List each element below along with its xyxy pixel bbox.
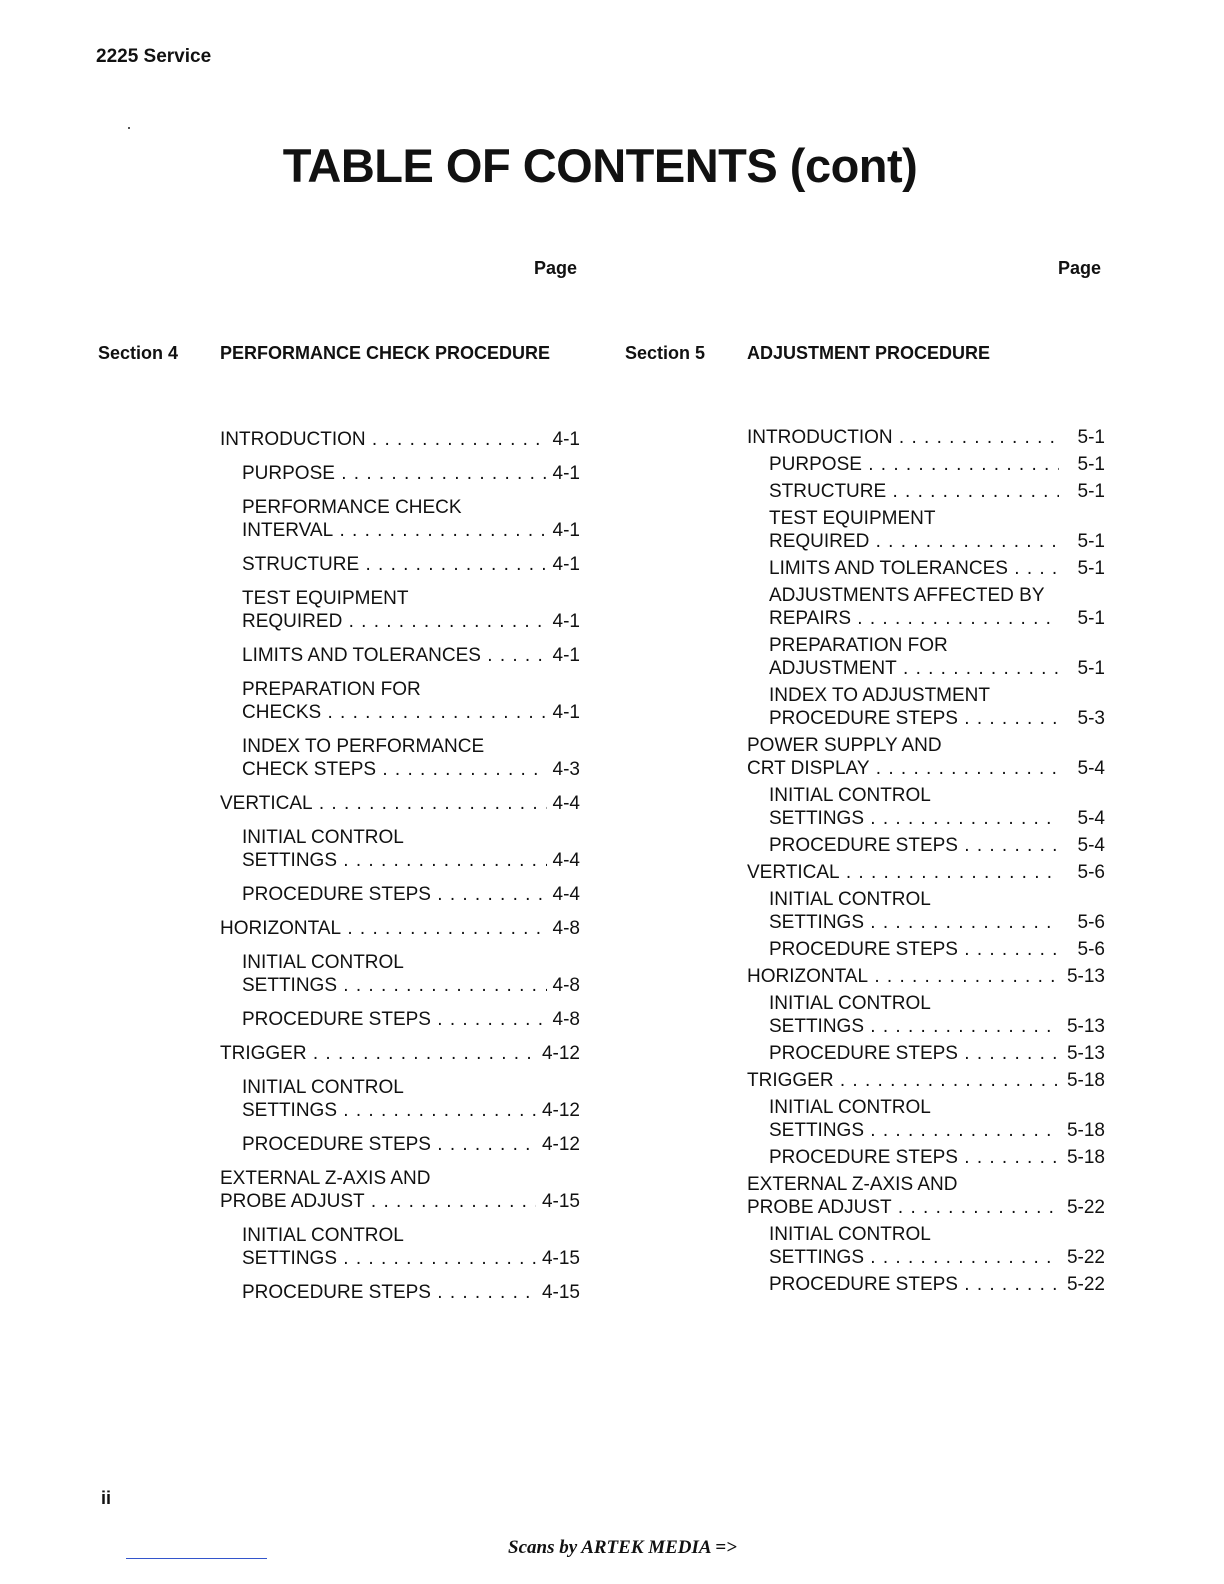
toc-entry-label [769,1223,1059,1269]
toc-entry-text-line: INITIAL CONTROL [769,1097,931,1118]
toc-entry-label [220,1167,536,1213]
toc-entry[interactable] [220,735,580,781]
toc-entry[interactable] [747,1223,1105,1269]
toc-entry-label [242,553,547,576]
toc-entry-text-line: PURPOSE . . . [242,463,547,484]
toc-entry-text-line: TRIGGER . . . [220,1043,536,1064]
toc-entry-label [242,678,547,724]
toc-entry-label [769,1096,1059,1142]
toc-entry-text-line: REPAIRS . . . [769,608,1059,629]
toc-entry-page: 4-1 [547,644,580,667]
toc-entry-text-line: SETTINGS . . . [769,1247,1059,1268]
section-number: Section 5 [625,343,706,363]
toc-entry-label [769,938,1059,961]
toc-entry-page: 4-4 [547,849,580,872]
toc-entry-page: 4-1 [547,462,580,485]
toc-entry-text-line: SETTINGS . . . [242,1248,536,1269]
toc-entry-text-line: HORIZONTAL . . . [220,918,547,939]
toc-entry-label [242,644,547,667]
toc-entry[interactable] [747,1146,1105,1169]
toc-entry-label [242,587,547,633]
toc-entry[interactable] [220,587,580,633]
toc-entry-text-line: PROCEDURE STEPS . . . [769,1274,1059,1295]
toc-entry[interactable] [747,453,1105,476]
toc-entry[interactable] [747,1173,1105,1219]
toc-entry[interactable] [220,792,580,815]
toc-entry[interactable] [747,938,1105,961]
toc-entry-text-line: PROCEDURE STEPS . . . [769,1043,1059,1064]
toc-entry-text-line: INITIAL CONTROL [242,952,404,973]
toc-entry[interactable] [220,1008,580,1031]
toc-entry-text-line: SETTINGS . . . [769,808,1059,829]
toc-entry-label [220,1042,536,1065]
toc-entry[interactable] [220,644,580,667]
toc-list-section-4 [220,428,580,1315]
toc-entry[interactable] [220,951,580,997]
toc-entry-label [747,1173,1059,1219]
toc-entry-text-line: SETTINGS . . . [242,850,547,871]
toc-entry-text-line: PROCEDURE STEPS . . . [769,708,1059,729]
toc-entry[interactable] [220,883,580,906]
toc-entry-label [769,888,1059,934]
toc-entry-page: 4-15 [536,1247,580,1270]
toc-entry-text-line: INITIAL CONTROL [769,785,931,806]
toc-entry-text-line: PROCEDURE STEPS . . . [769,939,1059,960]
toc-entry-text-line: CRT DISPLAY . . . [747,758,1059,779]
toc-entry-text-line: EXTERNAL Z-AXIS AND [747,1174,958,1195]
toc-entry[interactable] [220,678,580,724]
toc-entry-page: 5-6 [1059,861,1105,884]
toc-entry-text-line: CHECK STEPS . . . [242,759,547,780]
toc-entry-page: 4-15 [536,1190,580,1213]
toc-entry[interactable] [220,917,580,940]
toc-entry-text-line: SETTINGS . . . [769,1120,1059,1141]
toc-entry-page: 5-22 [1059,1273,1105,1296]
toc-entry-text-line: PROCEDURE STEPS . . . [242,1134,536,1155]
toc-entry-text-line: LIMITS AND TOLERANCES . . . [769,558,1059,579]
toc-entry-page: 5-18 [1059,1069,1105,1092]
toc-entry[interactable] [747,684,1105,730]
toc-entry[interactable] [747,1096,1105,1142]
toc-entry-text-line: SETTINGS . . . [769,912,1059,933]
toc-entry-text-line: PROCEDURE STEPS . . . [242,884,547,905]
toc-entry-page: 4-12 [536,1099,580,1122]
toc-entry[interactable] [747,834,1105,857]
toc-entry-page: 5-1 [1059,453,1105,476]
toc-entry[interactable] [747,784,1105,830]
toc-entry-text-line: TEST EQUIPMENT [242,588,409,609]
toc-entry-label [747,965,1059,988]
toc-entry-page: 4-8 [547,974,580,997]
toc-entry-text-line: INITIAL CONTROL [242,827,404,848]
toc-entry-label [769,634,1059,680]
toc-entry[interactable] [220,1042,580,1065]
toc-entry[interactable] [747,557,1105,580]
toc-entry-label [242,951,547,997]
toc-entry-label [769,784,1059,830]
toc-entry[interactable] [747,507,1105,553]
toc-entry[interactable] [747,1273,1105,1296]
toc-entry-label [242,1133,536,1156]
page-title: TABLE OF CONTENTS (cont) [282,139,918,192]
toc-entry-label [769,1146,1059,1169]
toc-entry-page: 4-1 [547,610,580,633]
toc-entry-page: 5-18 [1059,1119,1105,1142]
toc-entry-page: 4-12 [536,1042,580,1065]
toc-entry-page: 5-6 [1059,911,1105,934]
toc-entry-page: 5-4 [1059,834,1105,857]
toc-entry-text-line: STRUCTURE . . . [769,481,1059,502]
toc-entry-label [769,684,1059,730]
toc-entry-text-line: PROCEDURE STEPS . . . [242,1282,536,1303]
toc-entry[interactable] [220,826,580,872]
footer-page-number: ii [101,1488,112,1508]
toc-entry-text-line: INDEX TO PERFORMANCE [242,736,485,757]
toc-entry-text-line: INTRODUCTION . . . [220,429,547,450]
toc-entry-page: 5-3 [1059,707,1105,730]
toc-entry-label [747,1069,1059,1092]
toc-entry-label [769,557,1059,580]
toc-entry[interactable] [747,426,1105,449]
toc-entry-text-line: INTERVAL . . . [242,520,547,541]
toc-entry-page: 5-1 [1059,657,1105,680]
toc-entry-text-line: PROCEDURE STEPS . . . [769,835,1059,856]
toc-entry-page: 5-6 [1059,938,1105,961]
toc-entry-text-line: INITIAL CONTROL [769,993,931,1014]
toc-entry-text-line: PREPARATION FOR [242,679,421,700]
footer-credit: Scans by ARTEK MEDIA => [508,1537,737,1558]
toc-entry-page: 5-1 [1059,557,1105,580]
toc-entry-text-line: PROCEDURE STEPS . . . [242,1009,547,1030]
section-number: Section 4 [98,343,179,363]
toc-entry-label [769,992,1059,1038]
toc-entry-text-line: CHECKS . . . [242,702,547,723]
toc-entry[interactable] [747,1042,1105,1065]
toc-entry-page: 5-4 [1059,757,1105,780]
section-title: ADJUSTMENT PROCEDURE [747,343,991,363]
toc-entry-label [769,584,1059,630]
toc-entry-page: 5-1 [1059,426,1105,449]
toc-entry-text-line: VERTICAL . . . [220,793,547,814]
toc-entry-page: 4-4 [547,883,580,906]
toc-entry-text-line: SETTINGS . . . [242,1100,536,1121]
toc-entry-text-line: INDEX TO ADJUSTMENT [769,685,990,706]
toc-entry-label [769,1273,1059,1296]
toc-entry[interactable] [220,428,580,451]
toc-entry-text-line: POWER SUPPLY AND [747,735,942,756]
toc-entry-page: 4-3 [547,758,580,781]
toc-entry[interactable] [220,1076,580,1122]
toc-entry-text-line: INITIAL CONTROL [769,1224,931,1245]
toc-entry-label [242,826,547,872]
toc-entry[interactable] [747,1069,1105,1092]
toc-entry-page: 5-13 [1059,965,1105,988]
toc-entry-label [769,834,1059,857]
toc-entry-label [242,1281,536,1304]
toc-entry-label [747,426,1059,449]
toc-entry[interactable] [220,553,580,576]
running-header: 2225 Service [96,46,212,67]
toc-entry-text-line: PERFORMANCE CHECK [242,497,462,518]
toc-list-section-5 [747,426,1105,1300]
toc-entry-text-line: ADJUSTMENTS AFFECTED BY [769,585,1045,606]
toc-entry-page: 4-1 [547,428,580,451]
toc-entry-label [769,453,1059,476]
toc-entry-text-line: VERTICAL . . . [747,862,1059,883]
toc-entry-page: 4-1 [547,519,580,542]
toc-entry-page: 4-15 [536,1281,580,1304]
toc-entry-text-line: STRUCTURE . . . [242,554,547,575]
toc-entry[interactable] [220,496,580,542]
toc-entry[interactable] [220,1167,580,1213]
toc-entry-text-line: ADJUSTMENT . . . [769,658,1059,679]
section-title: PERFORMANCE CHECK PROCEDURE [220,343,551,363]
toc-entry-text-line: PROCEDURE STEPS . . . [769,1147,1059,1168]
footer-link-underline [126,1558,267,1559]
toc-entry-text-line: SETTINGS . . . [242,975,547,996]
toc-entry[interactable] [747,992,1105,1038]
toc-entry-label [242,735,547,781]
toc-entry-label [220,428,547,451]
toc-entry-text-line: TEST EQUIPMENT [769,508,936,529]
page-column-header-left: Page [534,258,578,278]
page-column-header-right: Page [1058,258,1102,278]
toc-entry-label [242,883,547,906]
toc-entry-page: 5-13 [1059,1042,1105,1065]
toc-entry-page: 5-1 [1059,480,1105,503]
toc-entry-label [242,462,547,485]
toc-entry[interactable] [747,734,1105,780]
toc-entry-page: 5-22 [1059,1196,1105,1219]
toc-entry-page: 5-1 [1059,607,1105,630]
toc-entry-page: 4-1 [547,701,580,724]
toc-entry-label [747,734,1059,780]
toc-entry-page: 4-4 [547,792,580,815]
toc-entry-text-line: SETTINGS . . . [769,1016,1059,1037]
toc-entry-text-line: INITIAL CONTROL [242,1225,404,1246]
toc-entry-text-line: PROBE ADJUST . . . [747,1197,1059,1218]
toc-entry[interactable] [220,1224,580,1270]
toc-entry-label [769,1042,1059,1065]
toc-entry-label [242,1008,547,1031]
toc-entry[interactable] [747,888,1105,934]
toc-entry-page: 5-18 [1059,1146,1105,1169]
toc-entry[interactable] [747,480,1105,503]
toc-entry-label [242,1076,536,1122]
toc-entry-text-line: LIMITS AND TOLERANCES . . . [242,645,547,666]
toc-entry-label [769,480,1059,503]
toc-entry-page: 4-8 [547,1008,580,1031]
toc-entry-label [769,507,1059,553]
toc-entry[interactable] [220,1281,580,1304]
toc-entry-label [220,792,547,815]
toc-entry-text-line: PREPARATION FOR [769,635,948,656]
toc-entry-label [242,1224,536,1270]
toc-entry-label [242,496,547,542]
toc-entry-text-line: PROBE ADJUST . . . [220,1191,536,1212]
toc-entry-text-line: HORIZONTAL . . . [747,966,1059,987]
toc-entry[interactable] [220,1133,580,1156]
toc-entry[interactable] [220,462,580,485]
toc-entry-page: 4-12 [536,1133,580,1156]
toc-entry[interactable] [747,861,1105,884]
toc-entry[interactable] [747,634,1105,680]
toc-entry-text-line: REQUIRED . . . [769,531,1059,552]
scan-speck [128,127,130,129]
toc-entry-text-line: TRIGGER . . . [747,1070,1059,1091]
toc-entry-text-line: INTRODUCTION . . . [747,427,1059,448]
toc-entry-page: 5-4 [1059,807,1105,830]
toc-entry-label [747,861,1059,884]
toc-entry-page: 4-8 [547,917,580,940]
toc-entry-text-line: PURPOSE . . . [769,454,1059,475]
toc-entry-label [220,917,547,940]
toc-entry-text-line: INITIAL CONTROL [769,889,931,910]
toc-entry-page: 4-1 [547,553,580,576]
toc-entry[interactable] [747,965,1105,988]
toc-entry-text-line: INITIAL CONTROL [242,1077,404,1098]
toc-entry-page: 5-13 [1059,1015,1105,1038]
toc-entry[interactable] [747,584,1105,630]
toc-entry-text-line: REQUIRED . . . [242,611,547,632]
toc-entry-text-line: EXTERNAL Z-AXIS AND [220,1168,431,1189]
toc-entry-page: 5-22 [1059,1246,1105,1269]
toc-entry-page: 5-1 [1059,530,1105,553]
